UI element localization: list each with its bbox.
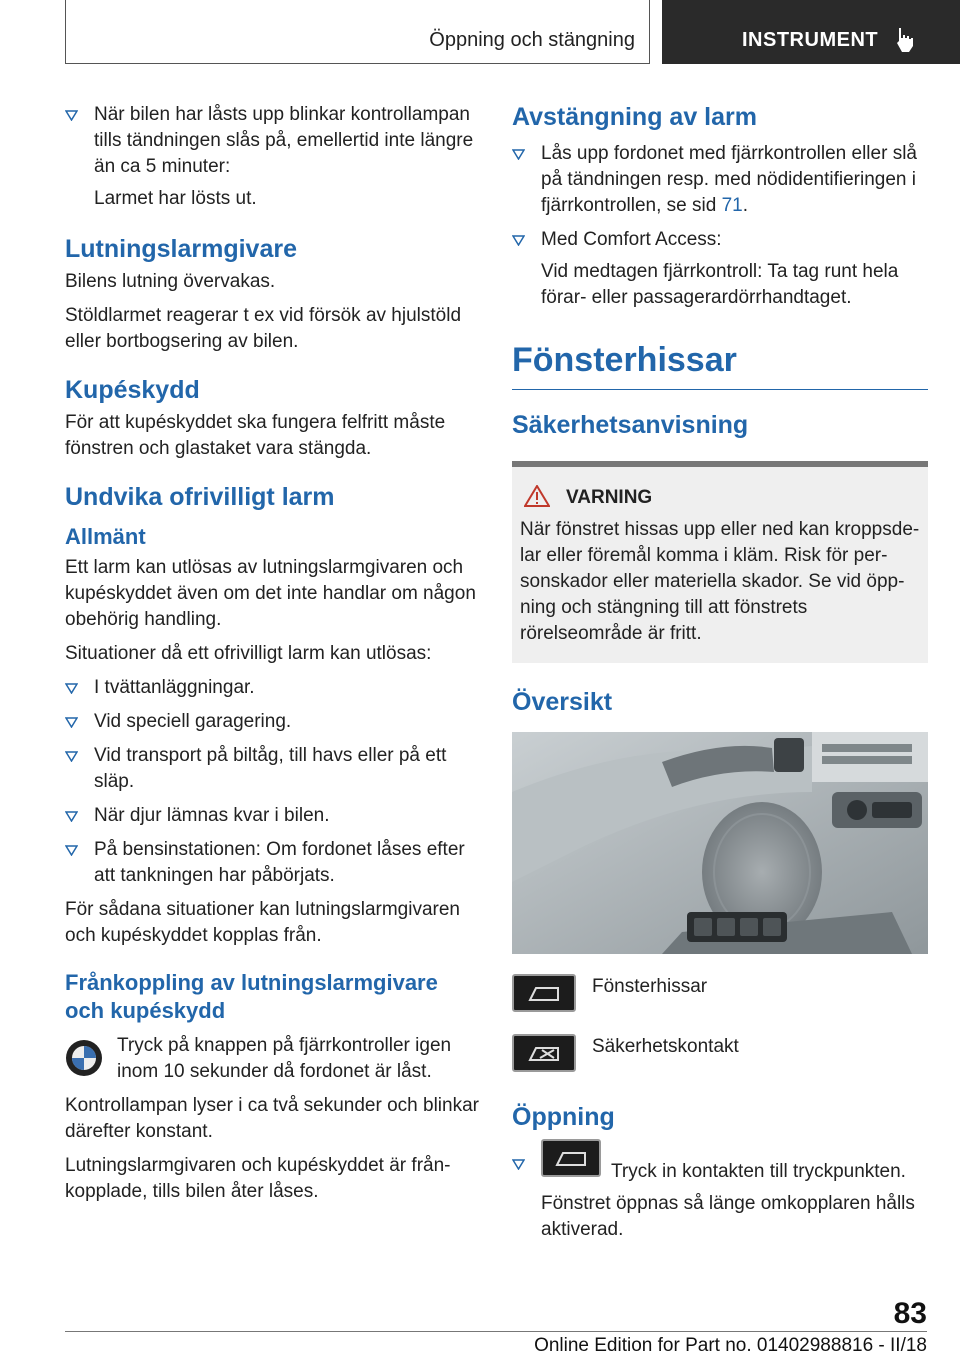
key-instruction [65, 1033, 480, 1085]
warning-title: VARNING [566, 487, 653, 508]
list-item-text: När bilen har låsts upp blinkar kontrollampan tills tändningen slås på, emellertid inte längre än ca 5 minuter: [94, 104, 474, 177]
paragraph: Stöldlarmet reagerar t ex vid försök av hjulstöld eller bortbogsering av bilen. [65, 305, 462, 352]
list-item-text: Tryck in kontakten till tryckpunkten. [611, 1161, 906, 1182]
list-item [65, 709, 480, 735]
list-item-text: Med Comfort Access: [541, 229, 722, 250]
paragraph: Tryck på knappen på fjärrkontroller igen inom 10 sekunder då fordonet är låst. [117, 1035, 452, 1082]
window-switch-icon [541, 1139, 601, 1177]
left-column [65, 102, 480, 1213]
heading-windows: Fönsterhissar [512, 339, 928, 390]
bullet-triangle-icon [512, 1159, 525, 1170]
bullet-triangle-icon [512, 149, 525, 160]
right-column [512, 102, 928, 1251]
footer-edition: Online Edition for Part no. 01402988816 - II/18 [534, 1335, 927, 1356]
paragraph: Bilens lutning övervakas. [65, 271, 276, 292]
paragraph: För att kupéskyddet ska fungera felfritt måste fönstren och glastaket vara stängda. [65, 412, 446, 459]
paragraph: Situationer då ett ofrivilligt larm kan utlösas: [65, 643, 432, 664]
door-panel-photo [512, 732, 928, 954]
safety-switch-icon [512, 1034, 576, 1072]
list-item-text-main: Lås upp fordonet med fjärrkontrollen eller slå på tändningen resp. med nödidentifieringen i fjärrkontrollen, se sid [541, 143, 917, 216]
bullet-triangle-icon [65, 845, 78, 856]
overview-label: Säkerhetskontakt [592, 1036, 739, 1057]
bullet-triangle-icon [65, 110, 78, 121]
list-item [65, 743, 480, 795]
warning-header [520, 485, 920, 511]
paragraph: Lutningslarmgivaren och kupéskyddet är från-kopplade, tills bilen åter låses. [65, 1155, 451, 1202]
heading-general: Allmänt [65, 524, 146, 549]
heading-tilt-sensor: Lutningslarmgivare [65, 235, 297, 263]
list-item [65, 837, 480, 889]
list-item-text-end: . [742, 195, 748, 216]
heading-disconnect: Frånkoppling av lutningslarmgivare och kupéskydd [65, 970, 438, 1023]
window-switch-icon [512, 974, 576, 1012]
warning-text: När fönstret hissas upp eller ned kan kroppsde-lar eller föremål komma i kläm. Risk för per-sonskador eller materiella skador. Se vid öpp-ning och stängning till att fönstrets rörelseområde är fritt. [520, 519, 920, 644]
paragraph: Kontrollampan lyser i ca två sekunder och blinkar därefter konstant. [65, 1095, 479, 1142]
bullet-triangle-icon [512, 235, 525, 246]
heading-cabin-protection: Kupéskydd [65, 376, 200, 404]
footer-divider [65, 1331, 927, 1332]
warning-triangle-icon [524, 485, 550, 507]
list-item-subtext: Vid medtagen fjärrkontroll: Ta tag runt hela förar- eller passagerardörrhandtaget. [541, 261, 899, 308]
overview-label: Fönsterhissar [592, 976, 708, 997]
list-item-text: I tvättanläggningar. [94, 677, 255, 698]
page-link[interactable]: 71 [721, 195, 743, 216]
hand-pointer-icon [895, 26, 921, 54]
list-item-text: Vid speciell garagering. [94, 711, 292, 732]
list-item-text: På bensinstationen: Om fordonet låses efter att tankningen har påbörjats. [94, 839, 465, 886]
section-title: Öppning och stängning [429, 29, 635, 51]
list-item-text: När djur lämnas kvar i bilen. [94, 805, 330, 826]
bullet-triangle-icon [65, 683, 78, 694]
door-panel-illustration [512, 732, 928, 954]
bmw-key-button-icon [65, 1039, 103, 1077]
overview-item [512, 1034, 928, 1078]
list-item [512, 141, 928, 219]
list-item [65, 675, 480, 701]
section-header [65, 0, 650, 64]
heading-opening: Öppning [512, 1103, 615, 1131]
list-item-text [541, 141, 928, 219]
chapter-tab-label: INSTRUMENT [742, 29, 879, 51]
list-item-row [541, 1147, 928, 1187]
list-item-subtext: Fönstret öppnas så länge omkopplaren hålls aktiverad. [541, 1193, 915, 1240]
heading-disarm: Avstängning av larm [512, 103, 757, 131]
list-item-text: Vid transport på biltåg, till havs eller på ett släp. [94, 745, 447, 792]
list-item [65, 102, 480, 212]
bullet-triangle-icon [65, 811, 78, 822]
list-item [512, 227, 928, 311]
list-item [512, 1147, 928, 1243]
warning-box [512, 461, 928, 663]
heading-overview: Översikt [512, 688, 613, 716]
paragraph: För sådana situationer kan lutningslarmgivaren och kupéskyddet kopplas från. [65, 899, 460, 946]
heading-safety: Säkerhetsanvisning [512, 411, 749, 439]
overview-item [512, 974, 928, 1018]
list-item-subtext: Larmet har lösts ut. [94, 188, 257, 209]
page-number: 83 [893, 1297, 927, 1330]
bullet-triangle-icon [65, 717, 78, 728]
list-item [65, 803, 480, 829]
heading-avoid-alarm: Undvika ofrivilligt larm [65, 483, 335, 511]
bullet-triangle-icon [65, 751, 78, 762]
paragraph: Ett larm kan utlösas av lutningslarmgivaren och kupéskyddet även om det inte handlar om någon obehörig handling. [65, 557, 476, 630]
